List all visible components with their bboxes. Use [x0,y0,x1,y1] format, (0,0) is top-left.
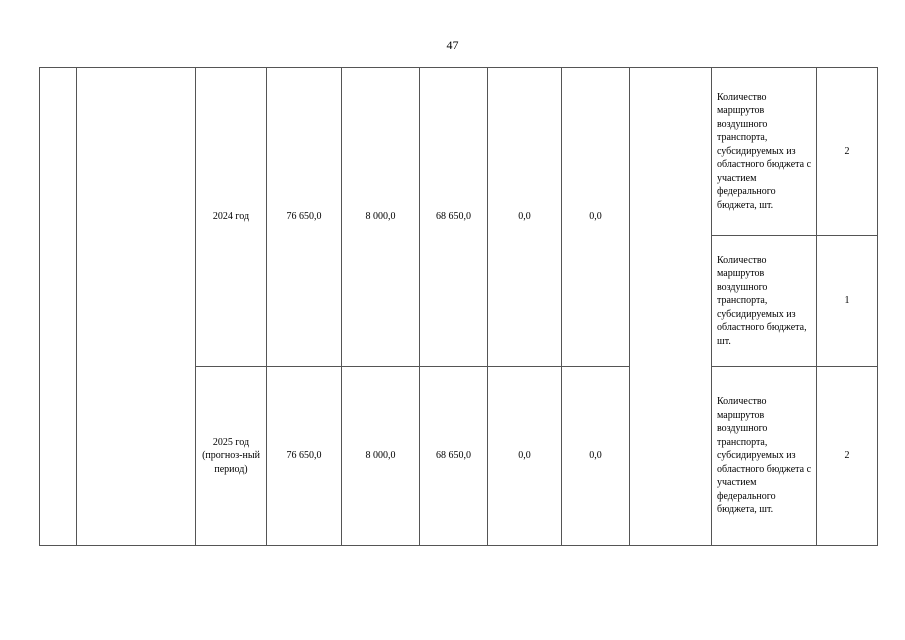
municipal-budget-cell: 0,0 [488,367,562,546]
regional-budget-cell: 68 650,0 [420,367,488,546]
indicator-name-cell: Количество маршрутов воздушного транспорта, субсидируемых из областного бюджета с участием федерального бюджета, шт. [712,68,817,236]
number-cell [40,68,77,546]
measure-name-cell [77,68,196,546]
total-cell: 76 650,0 [267,68,342,367]
extra-budget-cell: 0,0 [562,367,630,546]
extra-budget-cell: 0,0 [562,68,630,367]
federal-budget-cell: 8 000,0 [342,367,420,546]
year-cell: 2024 год [196,68,267,367]
regional-budget-cell: 68 650,0 [420,68,488,367]
indicator-value-cell: 1 [817,236,878,367]
indicator-value-cell: 2 [817,367,878,546]
table-row [40,68,878,236]
budget-table [39,67,878,546]
year-cell: 2025 год (прогноз-ный период) [196,367,267,546]
total-cell: 76 650,0 [267,367,342,546]
indicator-name-cell: Количество маршрутов воздушного транспорта, субсидируемых из областного бюджета, шт. [712,236,817,367]
indicator-name-cell: Количество маршрутов воздушного транспорта, субсидируемых из областного бюджета с участием федерального бюджета, шт. [712,367,817,546]
responsible-cell [630,68,712,546]
indicator-value-cell: 2 [817,68,878,236]
municipal-budget-cell: 0,0 [488,68,562,367]
page-number: 47 [446,38,459,52]
federal-budget-cell: 8 000,0 [342,68,420,367]
